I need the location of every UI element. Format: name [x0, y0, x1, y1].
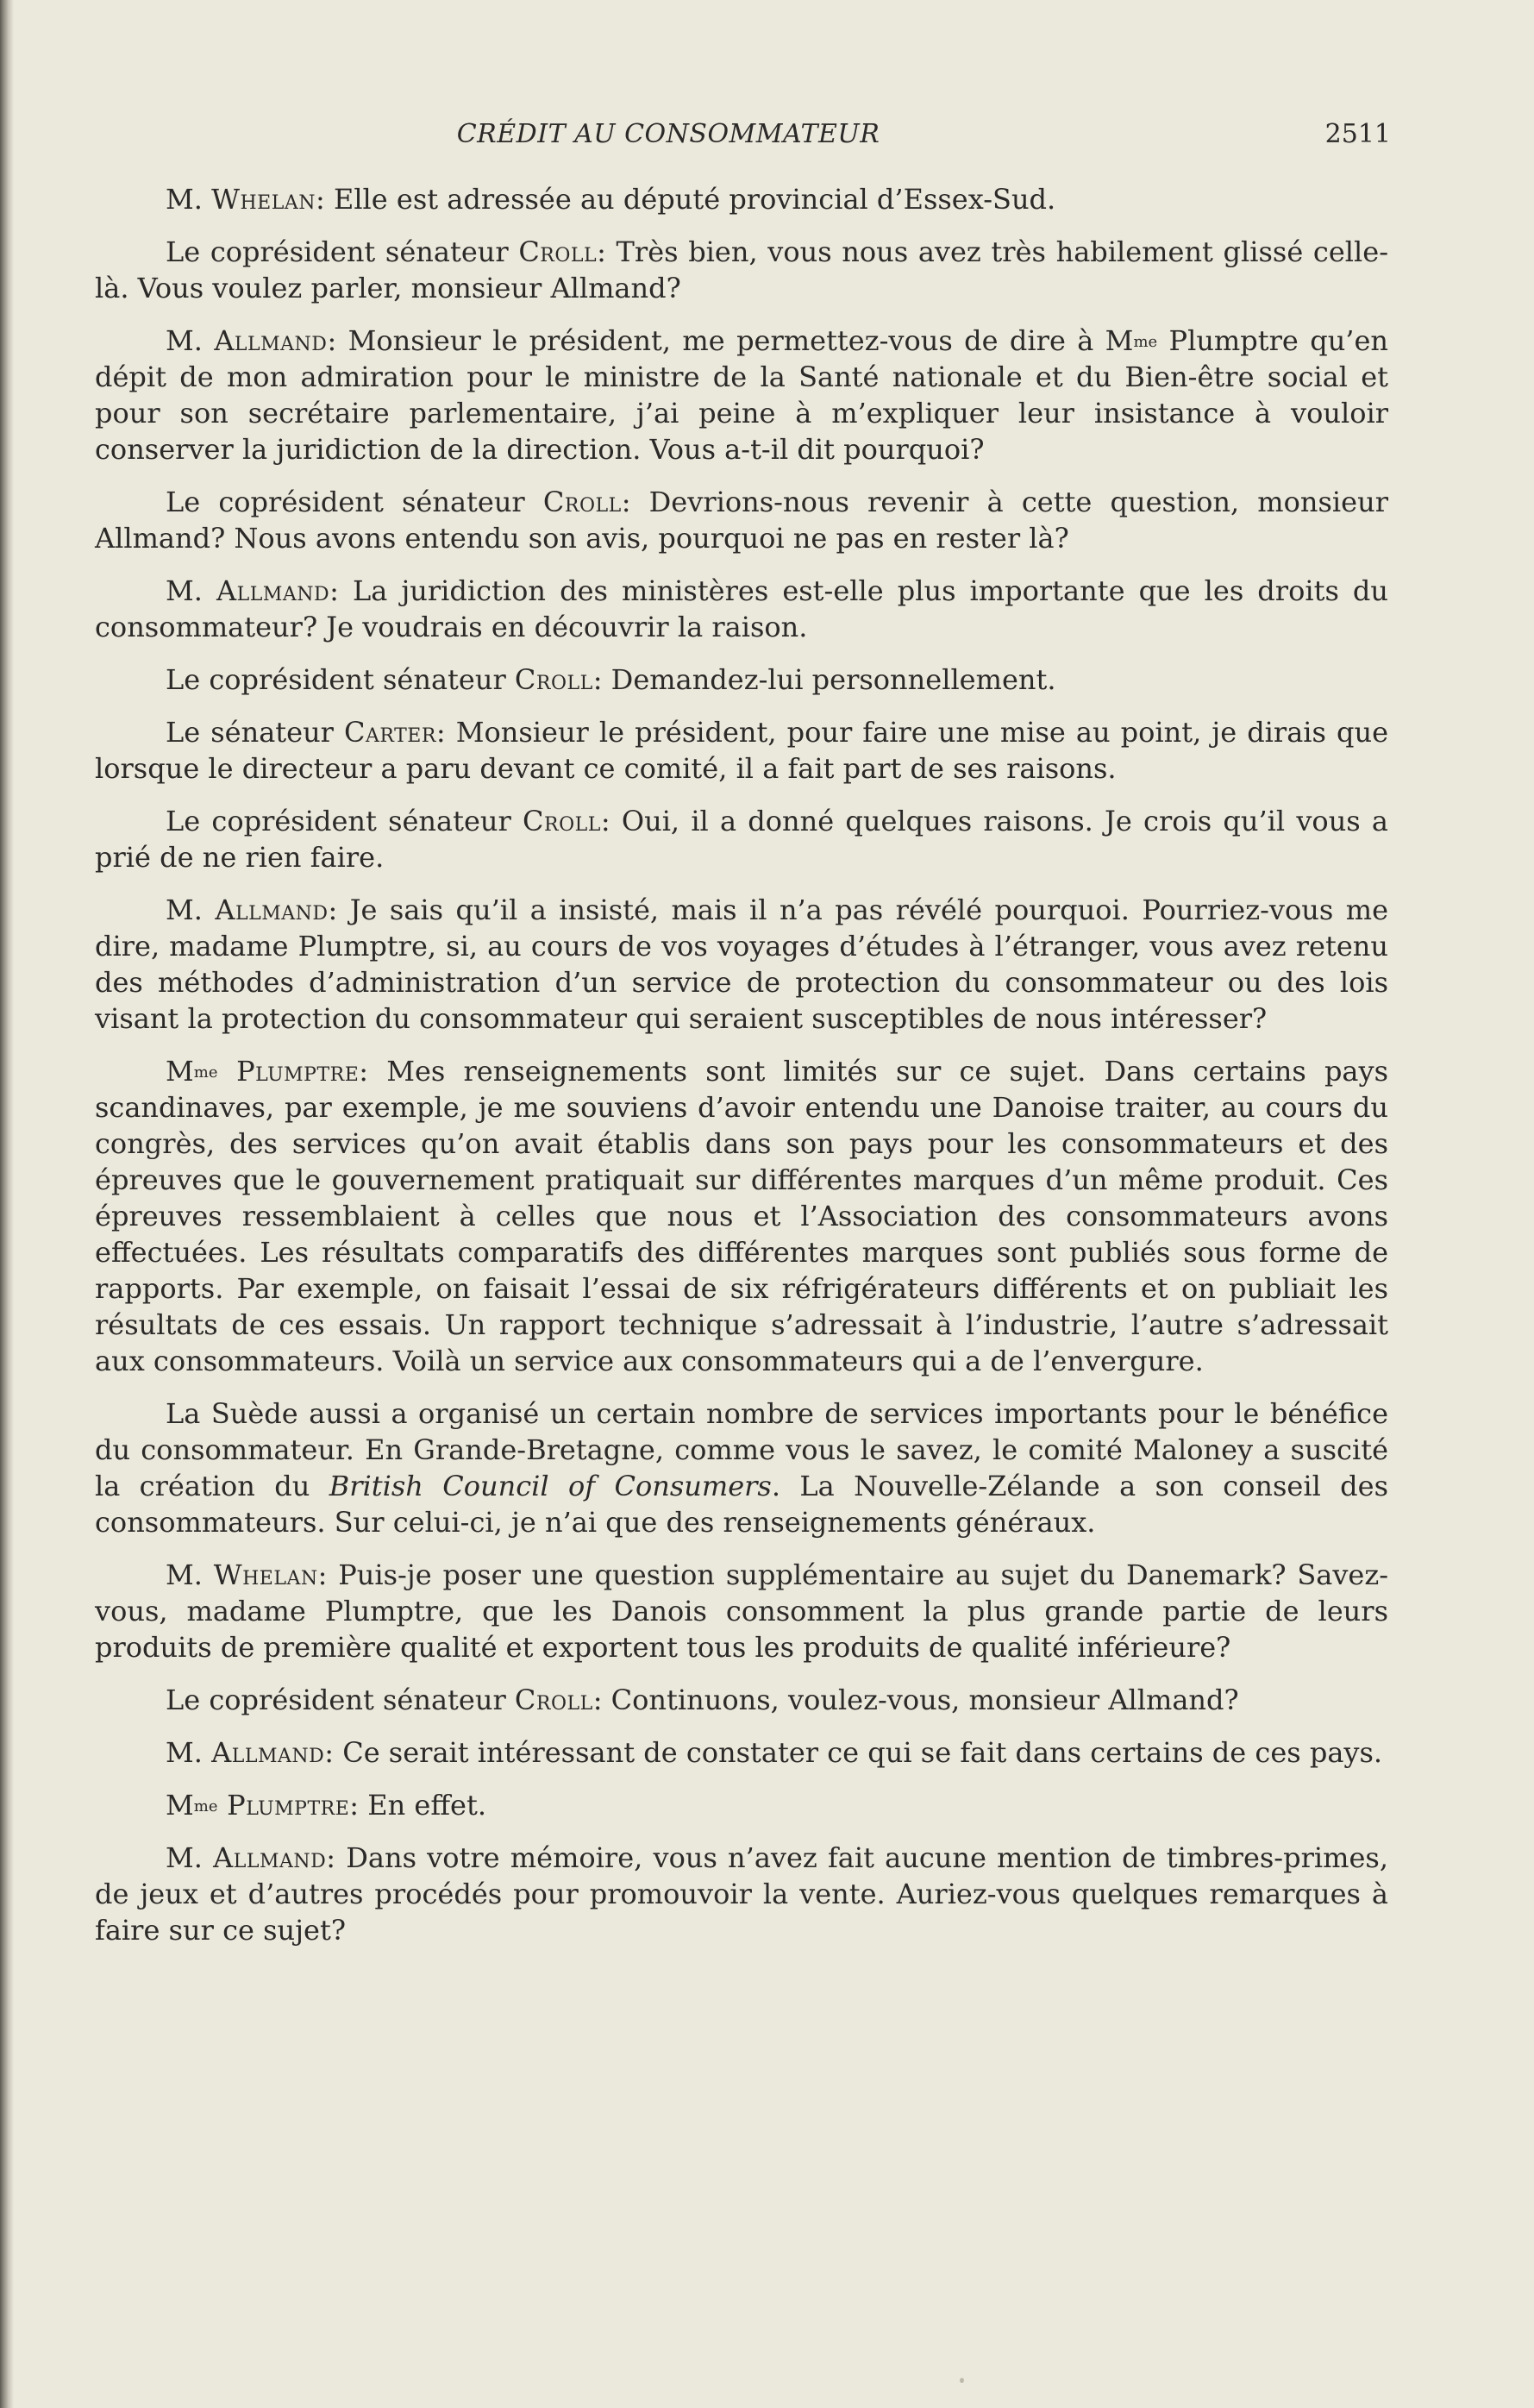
running-header [95, 119, 1391, 154]
paragraph [95, 1840, 1388, 1948]
paragraph-text: : Oui, il a donné quelques raisons. Je crois qu’il vous a prié de ne rien faire. [95, 805, 1389, 874]
document-page [95, 0, 1391, 2408]
speaker-name: Allmand [211, 1736, 325, 1769]
speaker-name: Allmand [213, 1841, 327, 1874]
speaker-name: Carter [344, 716, 436, 749]
title-superscript: me [193, 1063, 218, 1082]
speaker-prefix: M [166, 1789, 194, 1822]
paragraph [95, 803, 1388, 875]
paragraph [95, 1395, 1388, 1540]
paragraph-text: : Dans votre mémoire, vous n’avez fait aucune mention de timbres-primes, de jeux et d’autres procédés pour promouvoir la vente. Auriez-vous quelques remarques à faire sur ce sujet? [95, 1841, 1389, 1947]
speaker-prefix: M. [166, 324, 215, 357]
speaker-prefix: Le sénateur [166, 716, 345, 749]
speaker-name: Plumptre [217, 1789, 350, 1822]
speaker-name: Allmand [216, 574, 330, 607]
speaker-prefix: M. [166, 894, 216, 926]
paragraph-text: : Je sais qu’il a insisté, mais il n’a pas révélé pourquoi. Pourriez-vous me dire, madame Plumptre, si, au cours de vos voyages d’études à l’étranger, vous avez retenu des méthodes d’administration d’un service de protection du consommateur ou des lois visant la protection du consommateur qui seraient susceptibles de nous intéresser? [95, 894, 1389, 1035]
speaker-prefix: Le coprésident sénateur [166, 805, 523, 837]
paragraph-text: : La juridiction des ministères est-elle plus importante que les droits du consommateur? Je voudrais en découvrir la raison. [95, 574, 1389, 643]
speaker-name: Allmand [215, 894, 329, 926]
speaker-prefix: Le coprésident sénateur [166, 1684, 515, 1716]
paragraph [95, 1787, 1388, 1823]
speaker-prefix: M. [166, 1736, 212, 1769]
paragraph-text: Plumptre qu’en dépit de mon admiration pour le ministre de la Santé nationale et du Bien-être social et pour son secrétaire parlementaire, j’ai peine à m’expliquer leur insistance à vouloir conserver la juridiction de la direction. Vous a-t-il dit pourquoi? [95, 324, 1389, 466]
paragraph [95, 484, 1388, 556]
paragraph [95, 1682, 1388, 1718]
paragraph [95, 714, 1388, 787]
speaker-prefix: Le coprésident sénateur [166, 663, 515, 696]
paragraph-text: : Monsieur le président, me permettez-vous de dire à M [327, 324, 1134, 357]
italic-title: British Council of Consumers [329, 1470, 772, 1502]
speaker-name: Whelan [211, 183, 316, 216]
paragraph [95, 662, 1388, 698]
speaker-prefix: M. [166, 183, 212, 216]
speaker-prefix: M [166, 1055, 194, 1088]
paragraph-text: . La Nouvelle-Zélande a son conseil des consommateurs. Sur celui-ci, je n’ai que des renseignements généraux. [95, 1470, 1389, 1539]
speaker-name: Croll [542, 486, 622, 518]
paragraph-text: : Elle est adressée au député provincial d’Essex-Sud. [316, 183, 1056, 216]
speaker-prefix: Le coprésident sénateur [166, 235, 519, 268]
speaker-prefix: M. [166, 1558, 214, 1591]
paragraph [95, 573, 1388, 645]
speaker-name: Plumptre [217, 1055, 360, 1088]
paragraph-text: : Monsieur le président, pour faire une mise au point, je dirais que lorsque le directeur a paru devant ce comité, il a fait part de ses raisons. [95, 716, 1389, 785]
speaker-name: Whelan [213, 1558, 318, 1591]
paragraph [95, 234, 1388, 306]
speaker-prefix: Le coprésident sénateur [166, 486, 543, 518]
paragraph [95, 1557, 1388, 1665]
paragraph-text: : En effet. [349, 1789, 487, 1822]
paragraph-text: : Devrions-nous revenir à cette question, monsieur Allmand? Nous avons entendu son avis, pourquoi ne pas en rester là? [95, 486, 1388, 555]
paragraph-text: : Continuons, voulez-vous, monsieur Allmand? [592, 1684, 1239, 1716]
paragraph-text: : Très bien, vous nous avez très habilement glissé celle-là. Vous voulez parler, monsieur Allmand? [95, 235, 1388, 304]
paragraph-text: : Ce serait intéressant de constater ce qui se fait dans certains de ces pays. [324, 1736, 1383, 1769]
paragraph [95, 1053, 1388, 1379]
page-binding-edge [0, 0, 14, 2408]
paragraph-text: : Puis-je poser une question supplémentaire au sujet du Danemark? Savez-vous, madame Plumptre, que les Danois consomment la plus grande partie de leurs produits de première qualité et exportent tous les produits de qualité inférieure? [95, 1558, 1389, 1664]
speaker-prefix: M. [166, 574, 216, 607]
paragraph [95, 1734, 1388, 1771]
paragraph-text: : Demandez-lui personnellement. [592, 663, 1056, 696]
speaker-name: Croll [514, 663, 593, 696]
page-number: 2511 [1324, 119, 1391, 149]
title-superscript: me [1133, 333, 1158, 351]
paragraph [95, 323, 1388, 467]
speaker-name: Allmand [214, 324, 328, 357]
paper-speck [960, 2378, 964, 2383]
speaker-name: Croll [518, 235, 598, 268]
speaker-prefix: M. [166, 1841, 214, 1874]
speaker-name: Croll [523, 805, 601, 837]
speaker-name: Croll [514, 1684, 593, 1716]
paragraph-text: : Mes renseignements sont limités sur ce sujet. Dans certains pays scandinaves, par exemple, je me souviens d’avoir entendu une Danoise traiter, au cours du congrès, des services qu’on avait établis dans son pays pour les consommateurs et des épreuves que le gouvernement pratiquait sur différentes marques d’un même produit. Ces épreuves ressemblaient à celles que nous et l’Association des consommateurs avons effectuées. Les résultats comparatifs des différentes marques sont publiés sous forme de rapports. Par exemple, on faisait l’essai de six réfrigérateurs différents et on publiait les résultats de ces essais. Un rapport technique s’adressait à l’industrie, l’autre s’adressait aux consommateurs. Voilà un service aux consommateurs qui a de l’envergure. [95, 1055, 1389, 1377]
paragraph-text: La Suède aussi a organisé un certain nombre de services importants pour le bénéfice du consommateur. En Grande-Bretagne, comme vous le savez, le comité Maloney a suscité la création du [95, 1397, 1388, 1502]
title-superscript: me [193, 1797, 218, 1815]
paragraph [95, 892, 1388, 1037]
running-title: CRÉDIT AU CONSOMMATEUR [456, 119, 880, 149]
paragraph [95, 181, 1388, 217]
transcript-body [95, 181, 1388, 1965]
